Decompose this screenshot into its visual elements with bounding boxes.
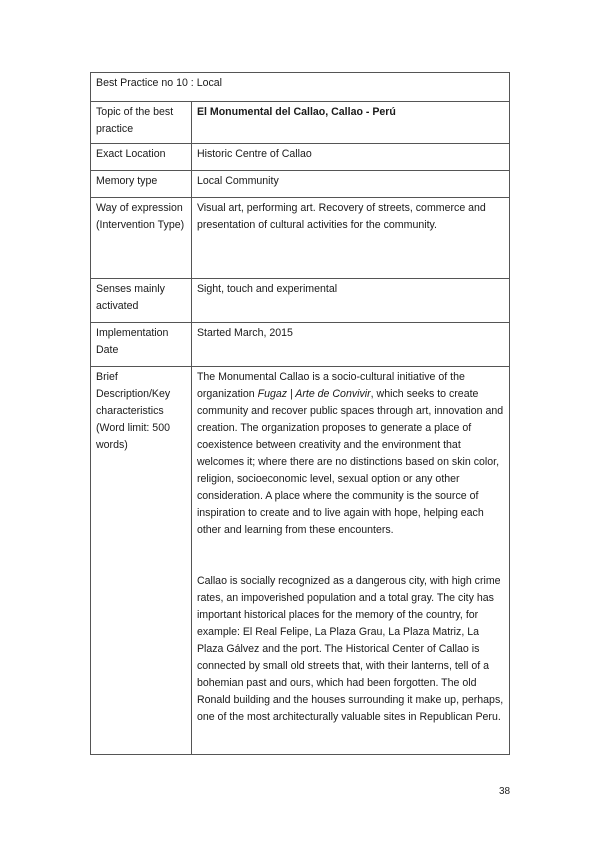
table-row-topic (91, 102, 510, 144)
table-row-expression (91, 198, 510, 279)
description-paragraph-2: Callao is socially recognized as a dangerous city, with high crime rates, an impoverished population and a total gray. The city has important historical places for the memory of the country, for example: El Real Felipe, La Plaza Grau, La Plaza Matriz, La Plaza Gálvez and the port. The Historical Center of Callao is connected by small old streets that, with their lanterns, tell of a bohemian past and ours, which had been forgotten. The old Ronald building and the houses surrounding it make up, perhaps, one of the most architecturally valuable sites in Republican Peru. (196, 575, 504, 723)
row-label: Brief Description/Key characteristics (Word limit: 500 words) (91, 367, 192, 755)
description-value (191, 367, 509, 755)
row-label: Memory type (91, 171, 192, 198)
text: The Monumental Callao is a socio-cultural initiative of the organization (196, 371, 465, 400)
memory-type-value: Local Community (191, 171, 509, 198)
organization-name: Fugaz | Arte de Convivir (257, 388, 371, 400)
best-practice-table (90, 72, 510, 755)
paragraph-gap (197, 539, 504, 573)
topic-value: El Monumental del Callao, Callao - Perú (191, 102, 509, 144)
implementation-value: Started March, 2015 (191, 323, 509, 367)
expression-value: Visual art, performing art. Recovery of streets, commerce and presentation of cultural activities for the community. (191, 198, 509, 279)
table-header-row (91, 73, 510, 102)
row-label: Exact Location (91, 144, 192, 171)
row-label: Topic of the best practice (91, 102, 192, 144)
table-row-description (91, 367, 510, 755)
row-label: Way of expression (Intervention Type) (91, 198, 192, 279)
table-header: Best Practice no 10 : Local (91, 73, 510, 102)
description-paragraph-1 (197, 369, 504, 539)
row-label: Senses mainly activated (91, 279, 192, 323)
table-row-senses (91, 279, 510, 323)
location-value: Historic Centre of Callao (191, 144, 509, 171)
table-row-memory-type (91, 171, 510, 198)
senses-value: Sight, touch and experimental (191, 279, 509, 323)
text: , which seeks to create community and recover public spaces through art, innovation and creation. The organization proposes to generate a place of coexistence between creativity and the environment that welcomes it; where there are no distinctions based on skin color, religion, socioeconomic level, sexual option or any other consideration. A place where the community is the source of inspiration to create and to live again with hope, helping each other and learning from these encounters. (196, 388, 504, 536)
row-label: Implementation Date (91, 323, 192, 367)
table-row-implementation (91, 323, 510, 367)
page-number: 38 (499, 786, 511, 797)
table-row-location (91, 144, 510, 171)
